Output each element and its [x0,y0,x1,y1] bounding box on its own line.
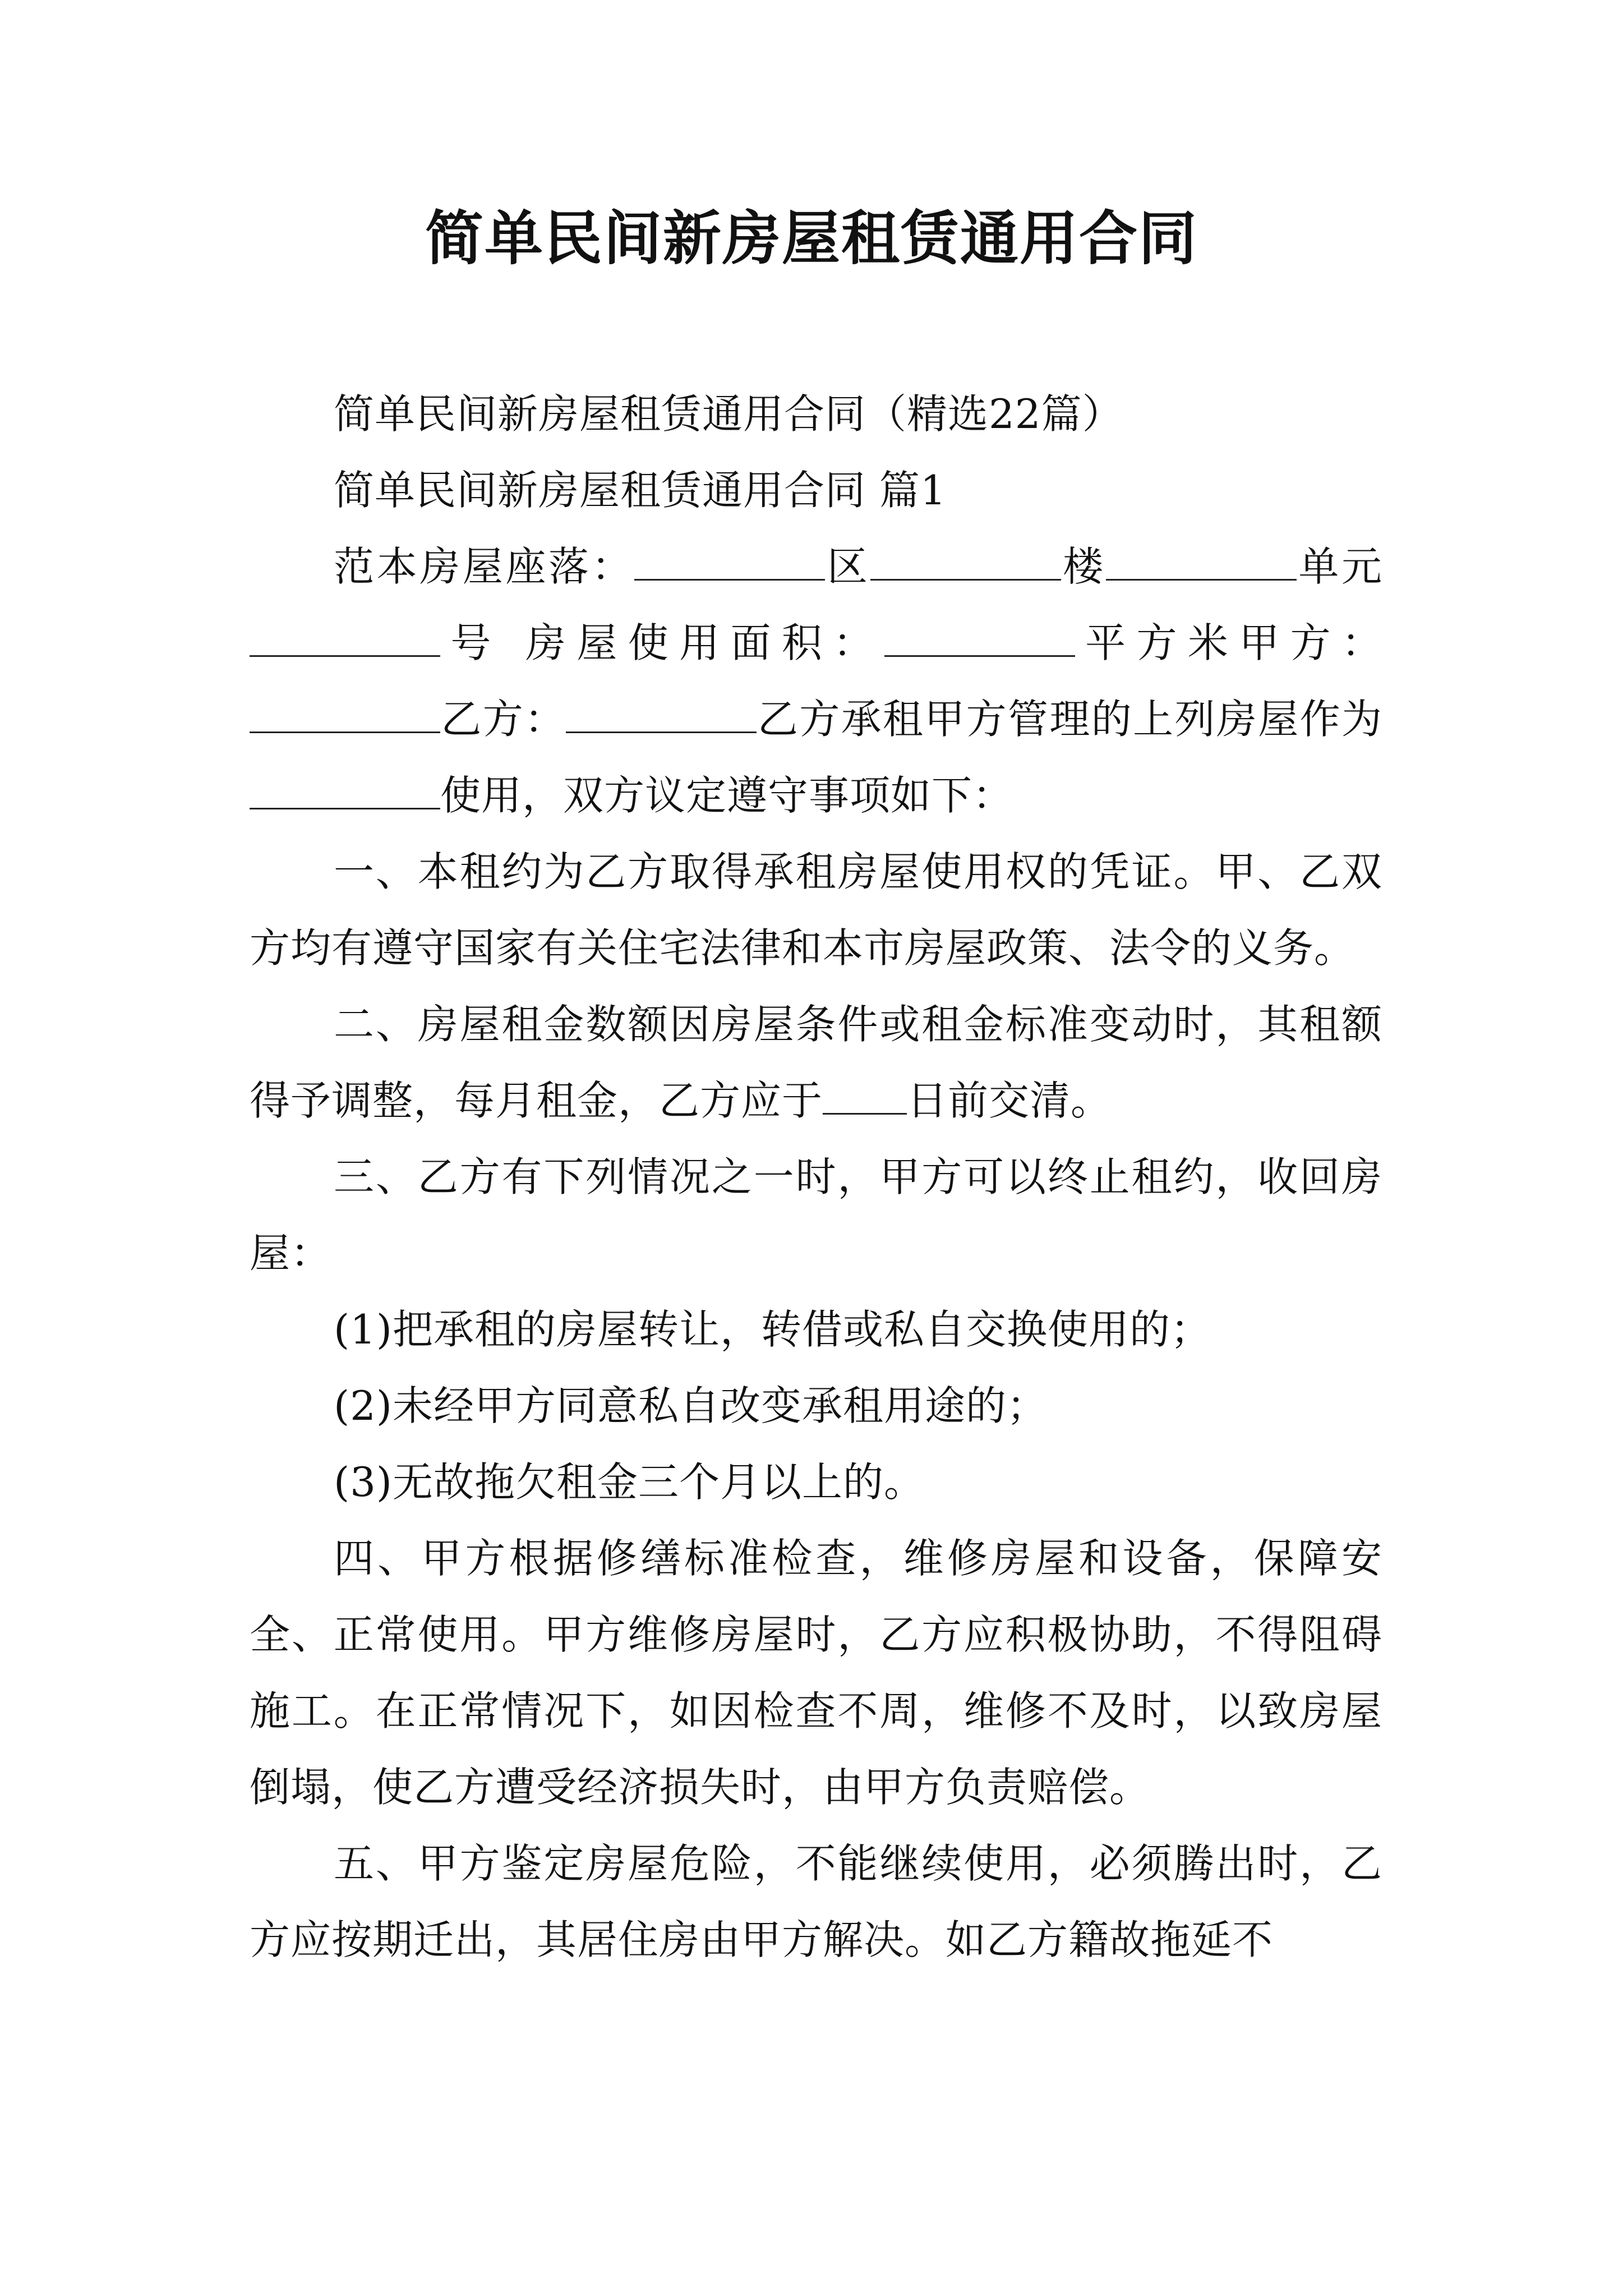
clause-2-text-end: 日前交清。 [907,1077,1112,1124]
clause-2-text: 二、房屋租金数额因房屋条件或租金标准变动时，其租额得予调整，每月租金，乙方应于 [250,1001,1382,1124]
intro-text-building: 楼 [1061,543,1106,590]
document-body [250,376,1382,1978]
intro-text-party-a: 平方米甲方： [1075,619,1382,666]
section-heading: 简单民间新房屋租赁通用合同 篇1 [334,467,947,514]
intro-text-area: 号 房屋使用面积： [440,619,884,666]
clause-3-item: (1)把承租的房屋转让，转借或私自交换使用的； [334,1306,1211,1353]
blank-party-b [566,698,757,733]
clause-2 [250,986,1382,1139]
blank-district [634,545,825,581]
blank-building [870,545,1061,581]
clause-3-item: (3)无故拖欠租金三个月以上的。 [334,1458,925,1506]
clause-3: 三、乙方有下列情况之一时，甲方可以终止租约，收回房屋： [250,1153,1382,1277]
blank-area [884,622,1075,657]
intro-text-lease: 乙方承租甲方管理的上列房屋作为 [757,696,1382,743]
clause-3-item: (2)未经甲方同意私自改变承租用途的； [334,1382,1048,1429]
blank-number [250,622,440,657]
blank-usage [250,774,440,809]
intro-text-unit: 单元 [1296,543,1382,590]
clause-4: 四、甲方根据修缮标准检查，维修房屋和设备，保障安全、正常使用。甲方维修房屋时，乙方应积极协助，不得阻碍施工。在正常情况下，如因检查不周，维修不及时，以致房屋倒塌，使乙方遭受经济损失时，由甲方负责赔偿。 [250,1535,1382,1811]
subtitle-line: 简单民间新房屋租赁通用合同（精选22篇） [334,390,1123,438]
intro-text-usage: 使用，双方议定遵守事项如下： [440,772,1014,819]
document-title: 简单民间新房屋租赁通用合同 [425,204,1198,273]
intro-text-location: 范本房屋座落： [334,543,635,590]
intro-paragraph [250,528,1382,834]
blank-party-a [250,698,440,733]
intro-text-party-b: 乙方： [440,696,566,743]
blank-due-day [823,1079,907,1115]
clause-5: 五、甲方鉴定房屋危险，不能继续使用，必须腾出时，乙方应按期迁出，其居住房由甲方解决。如乙方籍故拖延不 [250,1840,1382,1963]
blank-unit [1106,545,1297,581]
intro-text-district: 区 [825,543,870,590]
clause-1: 一、本租约为乙方取得承租房屋使用权的凭证。甲、乙双方均有遵守国家有关住宅法律和本市房屋政策、法令的义务。 [250,848,1382,972]
